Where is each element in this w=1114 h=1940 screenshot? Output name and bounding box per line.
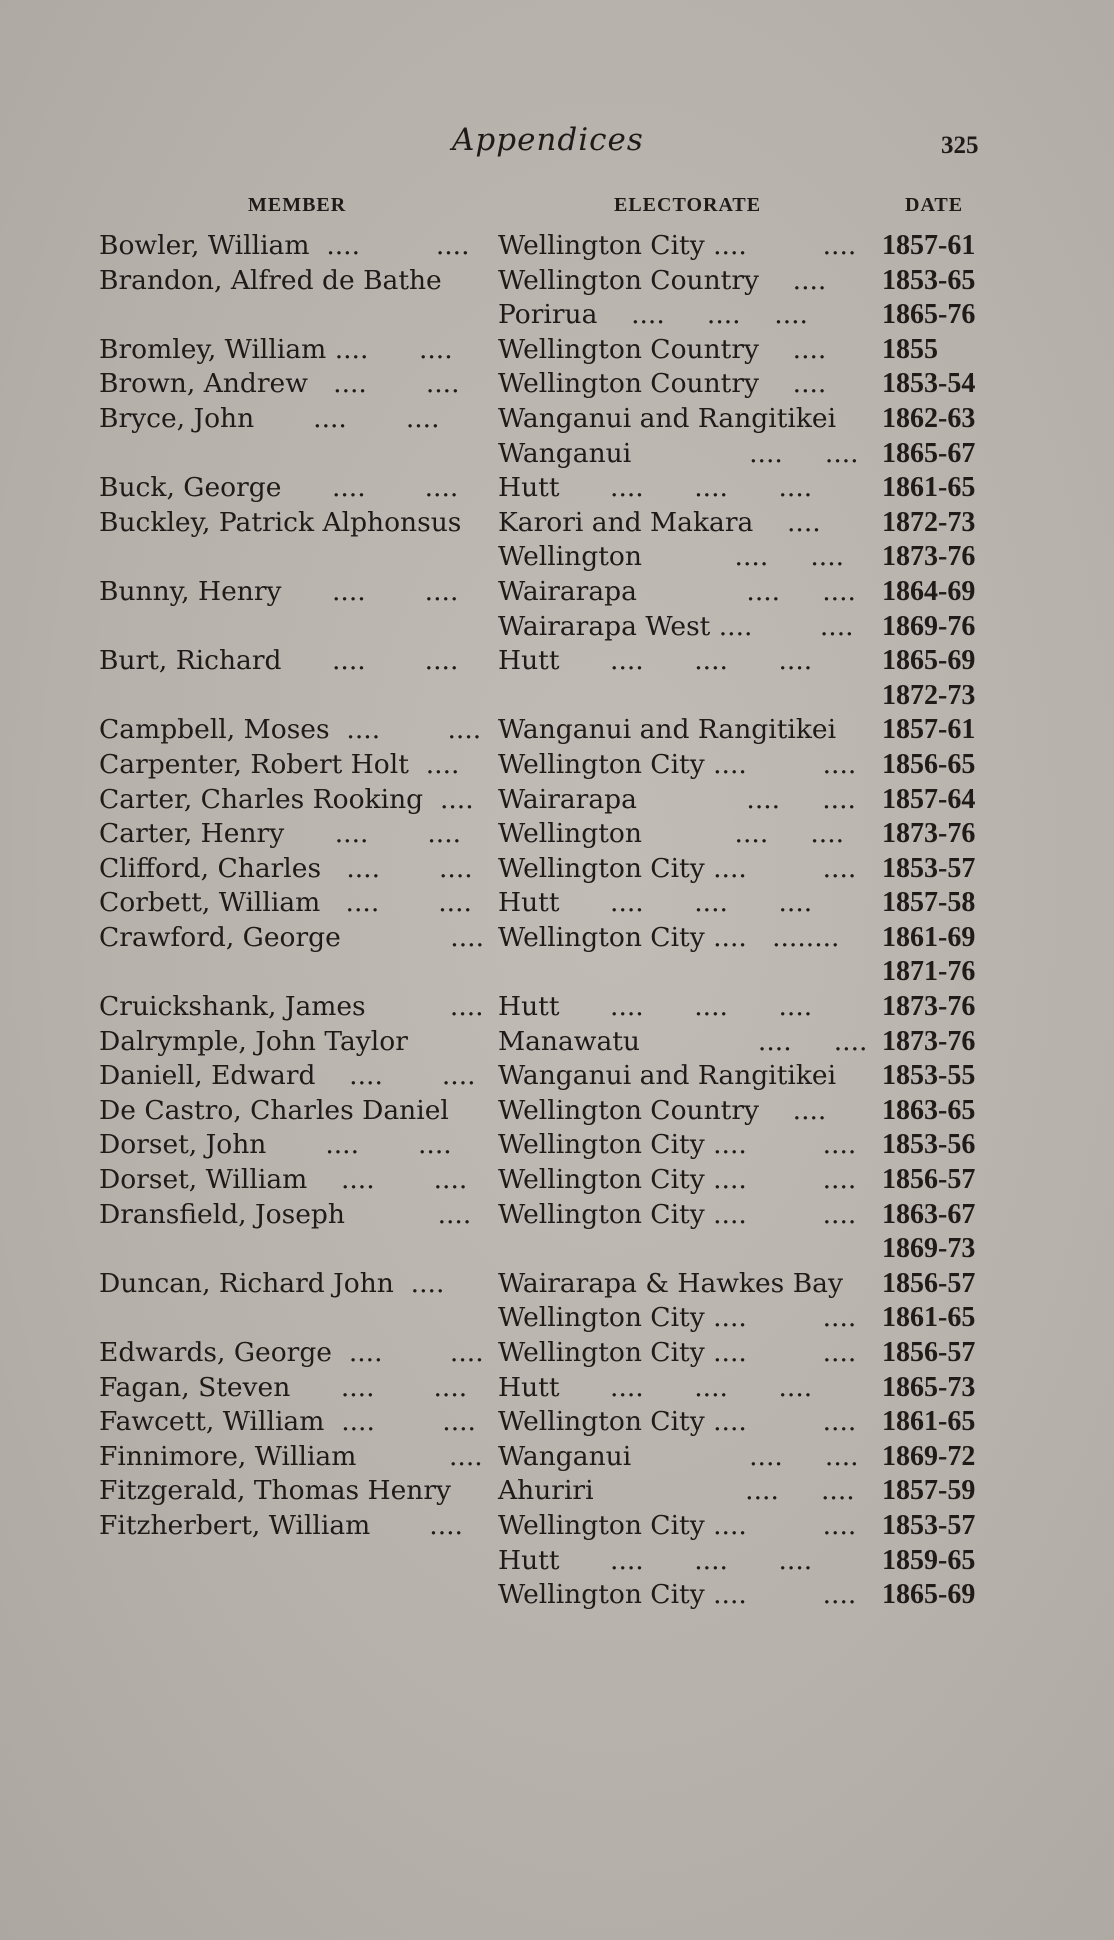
date-cell: 1861-65 <box>882 1302 976 1334</box>
electorate-cell: Wellington City .... .... <box>498 748 857 780</box>
electorate-cell: Hutt .... .... .... <box>498 645 813 677</box>
table-row <box>0 1509 1114 1544</box>
date-cell: 1861-65 <box>882 472 976 504</box>
member-cell: Brandon, Alfred de Bathe <box>99 264 442 296</box>
date-cell: 1872-73 <box>882 679 976 711</box>
date-cell: 1865-76 <box>882 299 976 331</box>
electorate-cell: Wairarapa .... .... <box>498 575 856 607</box>
table-row <box>0 298 1114 333</box>
column-header-date: DATE <box>905 194 964 216</box>
electorate-cell: Wellington City .... .... <box>498 1129 857 1161</box>
member-cell: Burt, Richard .... .... <box>99 645 459 677</box>
date-cell: 1855 <box>882 333 938 365</box>
date-cell: 1873-76 <box>882 1025 976 1057</box>
date-cell: 1856-65 <box>882 748 976 780</box>
table-row <box>0 402 1114 437</box>
date-cell: 1872-73 <box>882 506 976 538</box>
electorate-cell: Wellington .... .... <box>498 541 845 573</box>
electorate-cell: Wellington Country .... <box>498 264 827 296</box>
member-cell: De Castro, Charles Daniel <box>99 1094 449 1126</box>
table-row <box>0 471 1114 506</box>
electorate-cell: Hutt .... .... .... <box>498 887 813 919</box>
member-cell: Carter, Charles Rooking .... <box>99 783 474 815</box>
column-header-member: MEMBER <box>248 194 347 216</box>
electorate-cell: Wellington City .... .... <box>498 1302 857 1334</box>
electorate-cell: Hutt .... .... .... <box>498 472 813 504</box>
table-row <box>0 852 1114 887</box>
page-title: Appendices <box>452 122 644 158</box>
electorate-cell: Wellington City .... .... <box>498 852 857 884</box>
table-row <box>0 610 1114 645</box>
member-cell: Brown, Andrew .... .... <box>99 368 460 400</box>
member-cell: Edwards, George .... .... <box>99 1337 484 1368</box>
table-row <box>0 1163 1114 1198</box>
electorate-cell: Wairarapa West .... .... <box>498 610 854 642</box>
member-cell: Bryce, John .... .... <box>99 402 440 434</box>
electorate-cell: Wanganui and Rangitikei <box>498 402 837 434</box>
member-cell: Daniell, Edward .... .... <box>99 1060 476 1092</box>
table-row <box>0 1405 1114 1440</box>
date-cell: 1861-65 <box>882 1406 976 1438</box>
table-row <box>0 783 1114 818</box>
table-row <box>0 1059 1114 1094</box>
member-cell: Clifford, Charles .... .... <box>99 852 473 884</box>
table-row <box>0 921 1114 956</box>
table-row <box>0 748 1114 783</box>
member-cell: Cruickshank, James .... <box>99 991 484 1023</box>
electorate-cell: Wanganui and Rangitikei <box>498 714 837 746</box>
date-cell: 1864-69 <box>882 575 976 607</box>
date-cell: 1871-76 <box>882 956 976 988</box>
member-cell: Finnimore, William .... <box>99 1440 483 1472</box>
date-cell: 1857-61 <box>882 230 976 261</box>
date-cell: 1859-65 <box>882 1544 976 1576</box>
table-row <box>0 264 1114 299</box>
electorate-cell: Manawatu .... .... <box>498 1025 868 1057</box>
electorate-cell: Wellington City .... .... <box>498 1337 857 1368</box>
table-row <box>0 1128 1114 1163</box>
electorate-cell: Wellington Country .... <box>498 333 827 365</box>
electorate-cell: Wellington City .... .... <box>498 230 857 261</box>
date-cell: 1865-69 <box>882 1579 976 1611</box>
member-cell: Fawcett, William .... .... <box>99 1406 476 1438</box>
member-cell: Bowler, William .... .... <box>99 230 470 261</box>
electorate-cell: Wellington City .... .... <box>498 1579 857 1611</box>
electorate-cell: Wairarapa & Hawkes Bay <box>498 1267 843 1299</box>
date-cell: 1869-73 <box>882 1233 976 1265</box>
date-cell: 1862-63 <box>882 402 976 434</box>
table-row <box>0 817 1114 852</box>
electorate-cell: Wanganui .... .... <box>498 437 859 469</box>
electorate-cell: Porirua .... .... .... <box>498 299 808 331</box>
table-row <box>0 540 1114 575</box>
table-row <box>0 367 1114 402</box>
electorate-cell: Wellington Country .... <box>498 1094 827 1126</box>
member-cell: Dorset, John .... .... <box>99 1129 452 1161</box>
electorate-cell: Wellington Country .... <box>498 368 827 400</box>
date-cell: 1857-59 <box>882 1475 976 1507</box>
date-cell: 1869-76 <box>882 610 976 642</box>
page-number: 325 <box>941 132 979 159</box>
electorate-cell: Wellington City .... .... <box>498 1164 857 1196</box>
table-row <box>0 1336 1114 1371</box>
table-row <box>0 886 1114 921</box>
date-cell: 1863-67 <box>882 1198 976 1230</box>
table-row <box>0 1094 1114 1129</box>
table-row <box>0 1267 1114 1302</box>
member-cell: Dransfield, Joseph .... <box>99 1198 472 1230</box>
date-cell: 1863-65 <box>882 1094 976 1126</box>
table-row <box>0 1544 1114 1579</box>
table-row <box>0 679 1114 714</box>
date-cell: 1853-57 <box>882 1509 976 1541</box>
date-cell: 1853-56 <box>882 1129 976 1161</box>
electorate-cell: Wanganui .... .... <box>498 1440 859 1472</box>
table-row <box>0 1578 1114 1613</box>
member-cell: Fagan, Steven .... .... <box>99 1371 468 1403</box>
table-row <box>0 1301 1114 1336</box>
date-cell: 1873-76 <box>882 541 976 573</box>
member-cell: Carpenter, Robert Holt .... <box>99 748 460 780</box>
table-row <box>0 333 1114 368</box>
date-cell: 1857-58 <box>882 887 976 919</box>
member-cell: Campbell, Moses .... .... <box>99 714 482 746</box>
date-cell: 1853-54 <box>882 368 976 400</box>
table-row <box>0 990 1114 1025</box>
table-row <box>0 1198 1114 1233</box>
electorate-cell: Wellington .... .... <box>498 818 845 850</box>
date-cell: 1857-61 <box>882 714 976 746</box>
member-cell: Bunny, Henry .... .... <box>99 575 459 607</box>
electorate-cell: Wanganui and Rangitikei <box>498 1060 837 1092</box>
members-table <box>0 229 1114 1613</box>
electorate-cell: Wellington City .... .... <box>498 1198 857 1230</box>
member-cell: Buckley, Patrick Alphonsus <box>99 506 462 538</box>
table-row <box>0 1371 1114 1406</box>
date-cell: 1873-76 <box>882 818 976 850</box>
date-cell: 1865-69 <box>882 645 976 677</box>
running-head <box>0 122 1114 168</box>
table-row <box>0 955 1114 990</box>
date-cell: 1873-76 <box>882 991 976 1023</box>
electorate-cell: Hutt .... .... .... <box>498 991 813 1023</box>
table-row <box>0 1025 1114 1060</box>
member-cell: Fitzherbert, William .... <box>99 1509 463 1541</box>
member-cell: Carter, Henry .... .... <box>99 818 462 850</box>
table-row <box>0 1474 1114 1509</box>
date-cell: 1856-57 <box>882 1164 976 1196</box>
date-cell: 1869-72 <box>882 1440 976 1472</box>
table-row <box>0 713 1114 748</box>
table-row <box>0 506 1114 541</box>
electorate-cell: Wellington City .... .... <box>498 1406 857 1438</box>
date-cell: 1853-65 <box>882 264 976 296</box>
column-header-electorate: ELECTORATE <box>614 194 762 216</box>
date-cell: 1865-67 <box>882 437 976 469</box>
member-cell: Duncan, Richard John .... <box>99 1267 445 1299</box>
member-cell: Dorset, William .... .... <box>99 1164 468 1196</box>
member-cell: Bromley, William .... .... <box>99 333 453 365</box>
date-cell: 1861-69 <box>882 921 976 953</box>
table-row <box>0 229 1114 264</box>
date-cell: 1856-57 <box>882 1267 976 1299</box>
date-cell: 1857-64 <box>882 783 976 815</box>
date-cell: 1853-55 <box>882 1060 976 1092</box>
electorate-cell: Ahuriri .... .... <box>498 1475 855 1507</box>
member-cell: Fitzgerald, Thomas Henry <box>99 1475 452 1507</box>
electorate-cell: Hutt .... .... .... <box>498 1544 813 1576</box>
electorate-cell: Wairarapa .... .... <box>498 783 856 815</box>
table-row <box>0 1232 1114 1267</box>
member-cell: Crawford, George .... <box>99 921 484 953</box>
date-cell: 1856-57 <box>882 1337 976 1368</box>
date-cell: 1853-57 <box>882 852 976 884</box>
table-row <box>0 437 1114 472</box>
table-row <box>0 575 1114 610</box>
electorate-cell: Wellington City .... .... <box>498 1509 857 1541</box>
member-cell: Corbett, William .... .... <box>99 887 472 919</box>
table-row <box>0 644 1114 679</box>
electorate-cell: Hutt .... .... .... <box>498 1371 813 1403</box>
table-row <box>0 1440 1114 1475</box>
electorate-cell: Karori and Makara .... <box>498 506 821 538</box>
member-cell: Buck, George .... .... <box>99 472 459 504</box>
electorate-cell: Wellington City .... ........ <box>498 921 840 953</box>
date-cell: 1865-73 <box>882 1371 976 1403</box>
member-cell: Dalrymple, John Taylor <box>99 1025 408 1057</box>
